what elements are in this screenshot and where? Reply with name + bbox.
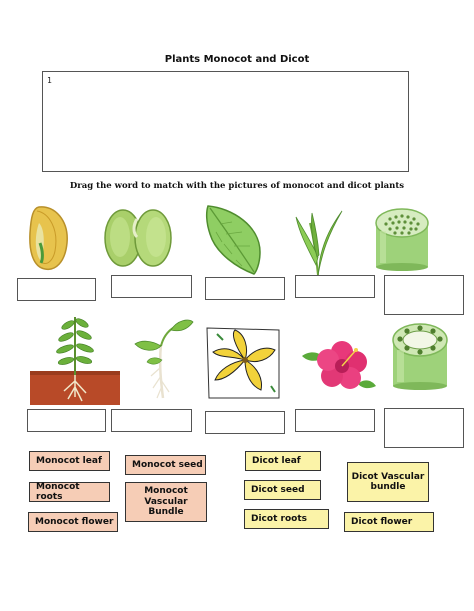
hibiscus-flower-icon xyxy=(298,336,378,396)
seedling-roots-icon xyxy=(133,316,195,400)
worksheet-title: Plants Monocot and Dicot xyxy=(164,54,310,65)
instructions-text: Drag the word to match with the pictures of monocot and dicot plants xyxy=(69,181,405,191)
word-chip-dicot-roots[interactable]: Dicot roots xyxy=(244,509,329,529)
drop-zone-1[interactable] xyxy=(17,278,96,301)
drop-zone-7[interactable] xyxy=(111,409,192,432)
line-number: 1 xyxy=(47,76,52,85)
monocot-vascular-bundle-icon xyxy=(368,205,436,271)
word-chip-monocot-leaf[interactable]: Monocot leaf xyxy=(29,451,110,471)
word-chip-dicot-seed[interactable]: Dicot seed xyxy=(244,480,321,500)
drop-zone-2[interactable] xyxy=(111,275,192,298)
dicot-vascular-bundle-icon xyxy=(385,318,455,390)
answer-text-box[interactable] xyxy=(42,71,409,172)
monocot-leaf-icon xyxy=(292,205,346,277)
word-chip-dicot-leaf[interactable]: Dicot leaf xyxy=(245,451,321,471)
word-chip-monocot-roots[interactable]: Monocot roots xyxy=(29,482,110,502)
word-chip-monocot-seed[interactable]: Monocot seed xyxy=(125,455,206,475)
dicot-leaf-icon xyxy=(202,202,266,276)
yellow-flower-icon xyxy=(205,326,281,400)
dicot-roots-icon xyxy=(30,315,120,405)
drop-zone-8[interactable] xyxy=(205,411,285,434)
drop-zone-6[interactable] xyxy=(27,409,106,432)
dicot-seed-icon xyxy=(103,207,173,269)
word-chip-dicot-flower[interactable]: Dicot flower xyxy=(344,512,434,532)
drop-zone-9[interactable] xyxy=(295,409,375,432)
word-chip-dicot-vascular-bundle[interactable]: Dicot Vascular bundle xyxy=(347,462,429,502)
drop-zone-4[interactable] xyxy=(295,275,375,298)
drop-zone-5[interactable] xyxy=(384,275,464,315)
word-chip-monocot-vascular-bundle[interactable]: Monocot Vascular Bundle xyxy=(125,482,207,522)
drop-zone-10[interactable] xyxy=(384,408,464,448)
drop-zone-3[interactable] xyxy=(205,277,285,300)
word-chip-monocot-flower[interactable]: Monocot flower xyxy=(28,512,118,532)
monocot-seed-icon xyxy=(25,203,73,273)
